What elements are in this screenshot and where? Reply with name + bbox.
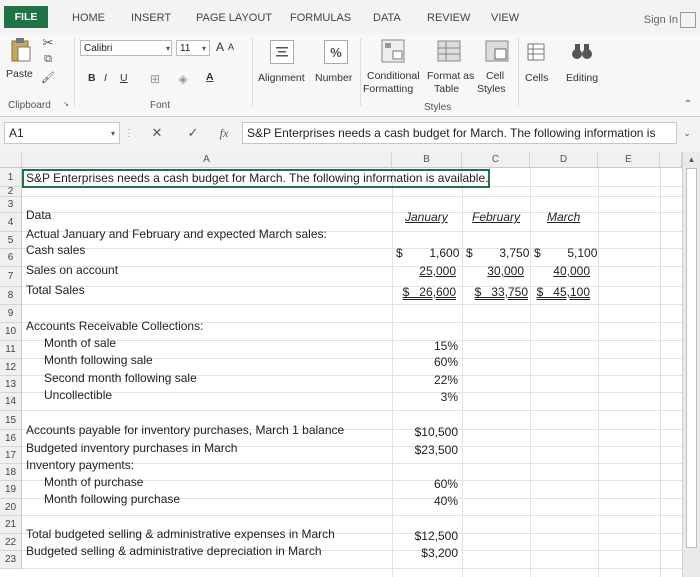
tab-review[interactable]: REVIEW — [427, 12, 471, 24]
tab-home[interactable]: HOME — [72, 12, 105, 24]
font-name-select[interactable]: Calibri — [80, 40, 172, 56]
cell-a3[interactable]: Data — [26, 208, 52, 222]
cell-a9[interactable]: Accounts Receivable Collections: — [26, 319, 204, 333]
paste-label[interactable]: Paste — [6, 68, 33, 80]
cell-d6[interactable]: 40,000 — [553, 264, 590, 278]
more-icon: ⋮ — [124, 127, 134, 139]
row-header-15[interactable]: 15 — [0, 411, 22, 430]
divider — [518, 38, 519, 106]
select-all-corner[interactable] — [0, 152, 22, 168]
shrink-font-button[interactable]: A — [228, 42, 235, 52]
cell-a18[interactable]: Month of purchase — [44, 475, 144, 489]
cell-a22[interactable]: Budgeted selling & administrative depreciation in March — [26, 544, 322, 558]
tab-insert[interactable]: INSERT — [131, 12, 172, 24]
italic-button[interactable]: I — [104, 72, 107, 84]
cancel-icon[interactable]: ✕ — [151, 125, 163, 140]
vertical-scrollbar[interactable] — [682, 152, 700, 577]
font-size-select[interactable]: 11 — [176, 40, 210, 56]
cell-d5[interactable]: $ 5,100 — [534, 246, 598, 260]
column-header-d[interactable]: D — [530, 152, 598, 168]
cell-b21[interactable]: $12,500 — [414, 529, 458, 543]
cell-b22[interactable]: $3,200 — [421, 546, 458, 560]
format-painter-icon[interactable]: 🖌 — [41, 71, 55, 84]
name-box[interactable]: A1 — [4, 122, 120, 144]
clipboard-group-label: Clipboard — [8, 100, 51, 111]
tab-view[interactable]: VIEW — [491, 12, 520, 24]
paste-icon[interactable] — [8, 36, 34, 64]
gridline — [22, 340, 682, 341]
gridline — [22, 515, 682, 516]
chevron-down-icon[interactable]: ▾ — [201, 43, 206, 53]
conditional-formatting-label-1[interactable]: Conditional — [367, 70, 420, 82]
row-header-7[interactable]: 7 — [0, 267, 22, 287]
cell-a4[interactable]: Actual January and February and expected March sales: — [26, 227, 327, 241]
collapse-ribbon-icon[interactable]: ⌃ — [683, 98, 693, 110]
underline-button[interactable]: U — [120, 72, 128, 84]
cell-a12[interactable]: Second month following sale — [44, 371, 197, 385]
divider — [74, 38, 75, 106]
cell-b13[interactable]: 3% — [440, 390, 458, 404]
cell-styles-label-1[interactable]: Cell — [486, 70, 505, 82]
column-header-f[interactable] — [660, 152, 682, 168]
row-header-21[interactable]: 21 — [0, 516, 22, 534]
scroll-up-icon[interactable]: ▲ — [687, 155, 696, 164]
cell-a5[interactable]: Cash sales — [26, 243, 86, 257]
copy-icon[interactable]: ⧉ — [44, 52, 52, 65]
column-header-e[interactable]: E — [598, 152, 660, 168]
cell-a21[interactable]: Total budgeted selling & administrative expenses in March — [26, 527, 335, 541]
sign-in-label: Sign In — [643, 13, 678, 26]
cell-a1[interactable]: S&P Enterprises needs a cash budget for March. The following information is available. — [26, 171, 489, 185]
row-header-22[interactable]: 22 — [0, 534, 22, 551]
alignment-button[interactable]: Alignment — [258, 72, 305, 84]
insert-function-icon[interactable]: fx — [219, 125, 229, 140]
cell-b7[interactable]: $ 26,600 — [402, 285, 456, 299]
format-as-table-icon[interactable] — [436, 38, 462, 64]
worksheet-grid[interactable] — [0, 152, 682, 577]
cell-b15[interactable]: $10,500 — [414, 425, 458, 439]
cell-b6[interactable]: 25,000 — [419, 264, 456, 278]
divider — [252, 38, 253, 106]
binoculars-icon[interactable] — [570, 40, 594, 62]
column-header-b[interactable]: B — [392, 152, 462, 168]
chevron-down-icon[interactable]: ▾ — [110, 128, 115, 138]
cell-a10[interactable]: Month of sale — [44, 336, 117, 350]
row-header-2[interactable]: 2 — [0, 187, 22, 197]
conditional-formatting-label-2[interactable]: Formatting — [363, 83, 414, 95]
borders-icon[interactable]: ⊞ — [149, 72, 161, 86]
fill-color-icon[interactable]: ◈ — [178, 72, 188, 86]
ribbon-home — [0, 34, 700, 117]
tab-page-layout[interactable]: PAGE LAYOUT — [196, 12, 273, 24]
row-header-4[interactable]: 4 — [0, 213, 22, 232]
cell-b19[interactable]: 40% — [433, 494, 458, 508]
ribbon-tab-bar — [0, 0, 700, 34]
row-header-19[interactable]: 19 — [0, 481, 22, 499]
row-header-23[interactable]: 23 — [0, 551, 22, 569]
formula-bar — [0, 117, 700, 151]
cell-b5[interactable]: $ 1,600 — [396, 246, 460, 260]
enter-icon[interactable]: ✓ — [187, 125, 199, 140]
row-header-11[interactable]: 11 — [0, 341, 22, 359]
expand-formula-icon[interactable]: ⌄ — [683, 127, 691, 138]
cells-icon[interactable] — [526, 42, 546, 62]
cell-b16[interactable]: $23,500 — [414, 443, 458, 457]
styles-group-label: Styles — [424, 102, 452, 113]
editing-button[interactable]: Editing — [566, 72, 599, 84]
cell-a13[interactable]: Uncollectible — [44, 388, 113, 402]
alignment-icon[interactable] — [270, 40, 294, 64]
grow-font-button[interactable]: A — [216, 40, 225, 54]
row-header-16[interactable]: 16 — [0, 430, 22, 447]
font-color-button[interactable]: A — [206, 71, 214, 83]
cell-a16[interactable]: Budgeted inventory purchases in March — [26, 441, 238, 455]
row-header-18[interactable]: 18 — [0, 464, 22, 481]
format-as-table-label-2[interactable]: Table — [434, 83, 460, 95]
cell-c6[interactable]: 30,000 — [487, 264, 524, 278]
row-header-13[interactable]: 13 — [0, 376, 22, 393]
cell-c3[interactable]: February — [472, 210, 521, 224]
cell-d7[interactable]: $ 45,100 — [536, 285, 590, 299]
gridline — [22, 304, 682, 305]
row-header-12[interactable]: 12 — [0, 359, 22, 376]
format-as-table-label-1[interactable]: Format as — [427, 70, 475, 82]
row-header-3[interactable]: 3 — [0, 197, 22, 213]
bold-button[interactable]: B — [88, 72, 96, 84]
gridline — [22, 392, 682, 393]
gridline — [22, 410, 682, 411]
cell-c5[interactable]: $ 3,750 — [466, 246, 530, 260]
column-header-c[interactable]: C — [462, 152, 530, 168]
tab-data[interactable]: DATA — [373, 12, 401, 24]
row-header-20[interactable]: 20 — [0, 499, 22, 516]
tab-formulas[interactable]: FORMULAS — [290, 12, 352, 24]
cell-a7[interactable]: Total Sales — [26, 283, 85, 297]
cell-c7[interactable]: $ 33,750 — [474, 285, 528, 299]
percent-icon[interactable]: % — [324, 40, 348, 64]
font-group-label: Font — [150, 100, 171, 111]
tab-file[interactable]: FILE — [4, 6, 48, 28]
cell-b11[interactable]: 60% — [433, 355, 458, 369]
row-header-10[interactable]: 10 — [0, 323, 22, 341]
cell-a6[interactable]: Sales on account — [26, 263, 119, 277]
chevron-down-icon[interactable]: ▾ — [165, 43, 170, 53]
conditional-formatting-icon[interactable] — [380, 38, 406, 64]
cell-a19[interactable]: Month following purchase — [44, 492, 181, 506]
cell-b3[interactable]: January — [405, 210, 448, 224]
number-button[interactable]: Number — [315, 72, 353, 84]
clipboard-icon — [9, 37, 33, 63]
gridline — [22, 212, 682, 213]
account-icon — [680, 12, 696, 28]
row-header-6[interactable]: 6 — [0, 249, 22, 267]
row-header-8[interactable]: 8 — [0, 287, 22, 305]
cell-b18[interactable]: 60% — [433, 477, 458, 491]
cells-button[interactable]: Cells — [525, 72, 549, 84]
cut-icon[interactable]: ✂ — [42, 35, 54, 50]
row-header-1[interactable]: 1 — [0, 168, 22, 187]
gridline — [22, 196, 682, 197]
dialog-launcher-icon[interactable]: ↘ — [63, 101, 69, 108]
divider — [360, 38, 361, 106]
row-header-17[interactable]: 17 — [0, 447, 22, 464]
cell-d3[interactable]: March — [547, 210, 581, 224]
cell-a11[interactable]: Month following sale — [44, 353, 153, 367]
cell-styles-icon[interactable] — [484, 38, 510, 64]
column-header-a[interactable]: A — [22, 152, 392, 168]
gridline — [22, 568, 682, 569]
cell-a15[interactable]: Accounts payable for inventory purchases, March 1 balance — [26, 423, 345, 437]
scrollbar-thumb[interactable] — [686, 168, 697, 548]
sign-in-link[interactable] — [644, 12, 696, 28]
cell-a17[interactable]: Inventory payments: — [26, 458, 135, 472]
row-header-9[interactable]: 9 — [0, 305, 22, 323]
formula-input[interactable]: S&P Enterprises needs a cash budget for March. The following information is — [242, 122, 677, 144]
cell-b10[interactable]: 15% — [433, 339, 458, 353]
row-header-5[interactable]: 5 — [0, 232, 22, 249]
row-header-14[interactable]: 14 — [0, 393, 22, 411]
cell-b12[interactable]: 22% — [433, 373, 458, 387]
cell-styles-label-2[interactable]: Styles — [477, 83, 506, 95]
